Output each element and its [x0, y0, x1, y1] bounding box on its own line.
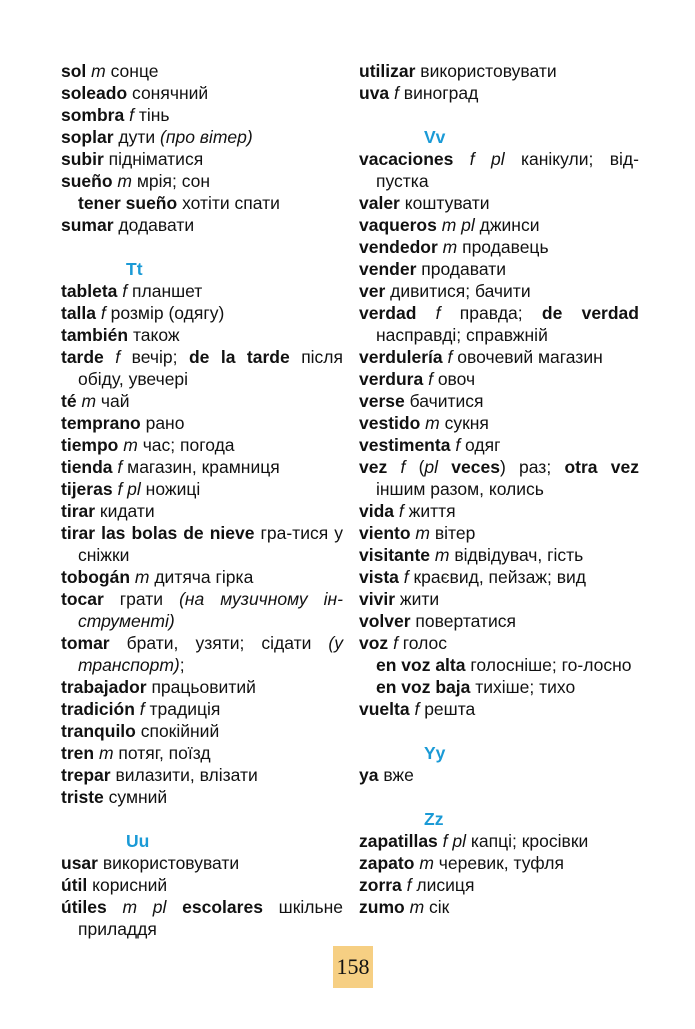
dictionary-entry — [61, 632, 343, 676]
translation-text: ; — [179, 655, 185, 675]
headword: en voz baja — [376, 677, 471, 697]
translation-text — [387, 457, 400, 477]
headword: tranquilo — [61, 721, 136, 741]
grammar-label: m — [98, 743, 114, 763]
translation-text: сік — [424, 897, 450, 917]
translation-text — [104, 347, 115, 367]
grammar-label: f pl — [442, 831, 467, 851]
section-spacer — [61, 808, 343, 830]
headword: zorra — [359, 875, 402, 895]
translation-text: розмір (одягу) — [105, 303, 225, 323]
grammar-label: (про вітер) — [160, 127, 253, 147]
grammar-label: f — [100, 303, 106, 323]
dictionary-entry — [359, 500, 639, 522]
grammar-label: m — [425, 413, 440, 433]
grammar-label: m — [123, 435, 138, 455]
translation-text: овочевий магазин — [452, 347, 603, 367]
translation-text: гра-тися у сніжки — [78, 523, 343, 565]
grammar-label: f — [139, 699, 145, 719]
dictionary-column-left — [61, 60, 343, 940]
translation-text: вже — [378, 765, 414, 785]
grammar-label: m — [134, 567, 150, 587]
dictionary-entry — [61, 280, 343, 302]
translation-text: продавець — [457, 237, 549, 257]
dictionary-entry — [61, 588, 343, 632]
translation-text: потяг, поїзд — [113, 743, 211, 763]
grammar-label: f — [117, 457, 123, 477]
dictionary-entry — [359, 588, 639, 610]
dictionary-entry — [359, 764, 639, 786]
translation-text: грати — [103, 589, 180, 609]
headword: tomar — [61, 633, 110, 653]
dictionary-entry — [61, 302, 343, 324]
translation-text: одяг — [460, 435, 501, 455]
grammar-label: f — [398, 501, 404, 521]
translation-text: використовувати — [415, 61, 557, 81]
headword: visitante — [359, 545, 430, 565]
translation-text: після обіду, увечері — [78, 347, 343, 389]
grammar-label: f — [406, 875, 412, 895]
dictionary-entry — [61, 786, 343, 808]
translation-text: магазин, крамниця — [122, 457, 280, 477]
dictionary-entry — [359, 390, 639, 412]
headword: verdad — [359, 303, 417, 323]
dictionary-entry — [61, 566, 343, 588]
grammar-label: (на музичному ін-струменті) — [78, 589, 343, 631]
dictionary-entry — [61, 852, 343, 874]
grammar-label: f — [403, 567, 409, 587]
headword: voz — [359, 633, 389, 653]
translation-text: традиція — [144, 699, 221, 719]
grammar-label: f — [393, 633, 398, 653]
translation-text — [107, 897, 123, 917]
headword: sol — [61, 61, 87, 81]
headword: vestimenta — [359, 435, 451, 455]
dictionary-entry — [359, 434, 639, 456]
translation-text: правда; — [440, 303, 542, 323]
dictionary-entry — [61, 104, 343, 126]
translation-text: кидати — [95, 501, 155, 521]
headword: vez — [359, 457, 388, 477]
translation-text: відвідувач, гість — [449, 545, 584, 565]
headword: vender — [359, 259, 417, 279]
dictionary-entry — [359, 368, 639, 390]
dictionary-entry — [61, 60, 343, 82]
dictionary-entry — [61, 698, 343, 720]
translation-text: голосніше; го-лосно — [465, 655, 632, 675]
translation-text: вечір; — [120, 347, 189, 367]
section-spacer — [61, 236, 343, 258]
headword: vivir — [359, 589, 395, 609]
dictionary-entry — [61, 434, 343, 456]
dictionary-subentry — [61, 192, 343, 214]
grammar-label: f — [394, 83, 399, 103]
dictionary-entry — [359, 522, 639, 544]
dictionary-entry — [61, 764, 343, 786]
grammar-label: m — [117, 171, 132, 191]
headword: tableta — [61, 281, 118, 301]
grammar-label: m — [419, 853, 434, 873]
translation-text: сонячний — [127, 83, 209, 103]
headword: ya — [359, 765, 379, 785]
translation-text: дути — [113, 127, 161, 147]
grammar-label: (у транспорт) — [78, 633, 343, 675]
headword: en voz alta — [376, 655, 466, 675]
translation-text: час; погода — [137, 435, 235, 455]
dictionary-entry — [61, 676, 343, 698]
translation-text: виноград — [398, 83, 479, 103]
translation-text: іншим разом, колись — [376, 479, 544, 499]
headword: útil — [61, 875, 88, 895]
section-spacer — [359, 720, 639, 742]
grammar-label: f — [122, 281, 128, 301]
headword: de verdad — [541, 303, 639, 323]
dictionary-entry — [359, 544, 639, 566]
headword: zumo — [359, 897, 405, 917]
dictionary-entry — [359, 412, 639, 434]
dictionary-entry — [359, 896, 639, 918]
letter-heading: Yy — [424, 743, 446, 763]
translation-text: повертатися — [410, 611, 516, 631]
headword: otra vez — [564, 457, 639, 477]
translation-text: голос — [397, 633, 448, 653]
headword: zapato — [359, 853, 415, 873]
translation-text: сукня — [439, 413, 489, 433]
dictionary-column-right — [359, 60, 639, 918]
headword: verse — [359, 391, 405, 411]
headword: escolares — [182, 897, 263, 917]
grammar-label: f pl — [117, 479, 141, 499]
headword: valer — [359, 193, 400, 213]
headword: vuelta — [359, 699, 410, 719]
headword: ver — [359, 281, 386, 301]
headword: tener sueño — [78, 193, 178, 213]
grammar-label: m pl — [441, 215, 475, 235]
dictionary-entry — [359, 236, 639, 258]
dictionary-entry — [61, 390, 343, 412]
translation-text: жити — [395, 589, 440, 609]
translation-text: сумний — [103, 787, 168, 807]
dictionary-entry — [359, 830, 639, 852]
dictionary-entry — [61, 346, 343, 390]
dictionary-entry — [359, 148, 639, 192]
translation-text: насправді; справжній — [376, 325, 548, 345]
dictionary-entry — [61, 522, 343, 566]
section-spacer — [359, 786, 639, 808]
grammar-label: f — [447, 347, 453, 367]
headword: tienda — [61, 457, 113, 477]
grammar-label: f — [455, 435, 461, 455]
translation-text: овоч — [432, 369, 476, 389]
translation-text: бачитися — [404, 391, 484, 411]
dictionary-entry — [61, 478, 343, 500]
translation-text — [438, 457, 451, 477]
headword: trepar — [61, 765, 111, 785]
translation-text: джинси — [474, 215, 540, 235]
headword: tobogán — [61, 567, 131, 587]
page-number: 158 — [333, 946, 373, 988]
translation-text: ножиці — [140, 479, 201, 499]
grammar-label: m pl — [122, 897, 167, 917]
translation-text: коштувати — [399, 193, 490, 213]
dictionary-entry — [359, 874, 639, 896]
grammar-label: f — [115, 347, 121, 367]
headword: vendedor — [359, 237, 438, 257]
translation-text: підніматися — [103, 149, 204, 169]
grammar-label: m — [81, 391, 97, 411]
translation-text: спокійний — [135, 721, 220, 741]
dictionary-subentry — [359, 676, 639, 698]
headword: tarde — [61, 347, 104, 367]
translation-text: додавати — [113, 215, 195, 235]
translation-text: вітер — [430, 523, 476, 543]
translation-text: працьовитий — [146, 677, 256, 697]
headword: talla — [61, 303, 97, 323]
dictionary-entry — [61, 742, 343, 764]
headword: utilizar — [359, 61, 416, 81]
headword: de la tarde — [188, 347, 290, 367]
grammar-label: m — [409, 897, 425, 917]
translation-text: шкільне приладдя — [78, 897, 343, 939]
section-spacer — [359, 104, 639, 126]
headword: vaqueros — [359, 215, 437, 235]
translation-text: капці; кросівки — [466, 831, 589, 851]
translation-text: ( — [405, 457, 425, 477]
translation-text: чай — [96, 391, 130, 411]
dictionary-entry — [359, 632, 639, 654]
dictionary-entry — [61, 456, 343, 478]
headword: verdulería — [359, 347, 443, 367]
dictionary-entry — [61, 214, 343, 236]
dictionary-subentry — [359, 654, 639, 676]
dictionary-entry — [61, 500, 343, 522]
headword: vida — [359, 501, 395, 521]
dictionary-entry — [359, 698, 639, 720]
translation-text: тихіше; тихо — [470, 677, 576, 697]
dictionary-entry — [359, 60, 639, 82]
translation-text: краєвид, пейзаж; вид — [408, 567, 587, 587]
dictionary-entry — [61, 170, 343, 192]
letter-heading: Vv — [424, 127, 446, 147]
translation-text — [416, 303, 435, 323]
dictionary-entry — [61, 126, 343, 148]
translation-text: черевик, туфля — [433, 853, 564, 873]
headword: vacaciones — [359, 149, 454, 169]
dictionary-entry — [61, 896, 343, 940]
grammar-label: f — [435, 303, 441, 323]
translation-text: ) раз; — [499, 457, 565, 477]
translation-text: корисний — [87, 875, 168, 895]
dictionary-entry — [359, 456, 639, 500]
dictionary-entry — [359, 214, 639, 236]
headword: sombra — [61, 105, 125, 125]
headword: triste — [61, 787, 104, 807]
headword: veces — [451, 457, 500, 477]
translation-text: сонце — [105, 61, 159, 81]
dictionary-entry — [359, 852, 639, 874]
headword: volver — [359, 611, 411, 631]
headword: temprano — [61, 413, 141, 433]
headword: vista — [359, 567, 399, 587]
dictionary-entry — [61, 412, 343, 434]
dictionary-entry — [359, 566, 639, 588]
translation-text: продавати — [416, 259, 506, 279]
headword: soleado — [61, 83, 128, 103]
headword: tradición — [61, 699, 135, 719]
headword: té — [61, 391, 77, 411]
dictionary-entry — [359, 82, 639, 104]
headword: sueño — [61, 171, 113, 191]
headword: trabajador — [61, 677, 147, 697]
translation-text: хотіти спати — [177, 193, 280, 213]
headword: verdura — [359, 369, 424, 389]
translation-text: також — [128, 325, 180, 345]
grammar-label: pl — [424, 457, 439, 477]
translation-text: планшет — [127, 281, 203, 301]
translation-text: тінь — [133, 105, 170, 125]
dictionary-entry — [61, 82, 343, 104]
letter-heading: Uu — [126, 831, 150, 851]
headword: tirar — [61, 501, 96, 521]
headword: vestido — [359, 413, 421, 433]
headword: viento — [359, 523, 411, 543]
translation-text: канікули; від-пустка — [376, 149, 639, 191]
dictionary-entry — [61, 720, 343, 742]
headword: útiles — [61, 897, 107, 917]
grammar-label: f pl — [469, 149, 505, 169]
letter-heading: Tt — [126, 259, 143, 279]
dictionary-entry — [359, 280, 639, 302]
translation-text: використовувати — [97, 853, 240, 873]
headword: zapatillas — [359, 831, 438, 851]
headword: soplar — [61, 127, 114, 147]
grammar-label: f — [428, 369, 433, 389]
translation-text: мрія; сон — [132, 171, 211, 191]
headword: también — [61, 325, 129, 345]
headword: usar — [61, 853, 98, 873]
translation-text: решта — [419, 699, 476, 719]
dictionary-entry — [359, 346, 639, 368]
headword: tiempo — [61, 435, 119, 455]
grammar-label: m — [91, 61, 106, 81]
translation-text: дивитися; бачити — [385, 281, 531, 301]
dictionary-entry — [359, 258, 639, 280]
dictionary-entry — [359, 610, 639, 632]
headword: uva — [359, 83, 390, 103]
translation-text: рано — [140, 413, 185, 433]
grammar-label: m — [434, 545, 450, 565]
headword: tirar las bolas de nieve — [61, 523, 255, 543]
translation-text: лисиця — [411, 875, 475, 895]
headword: tijeras — [61, 479, 113, 499]
translation-text: вилазити, влізати — [110, 765, 258, 785]
dictionary-entry — [359, 302, 639, 346]
grammar-label: f — [129, 105, 134, 125]
translation-text: брати, узяти; сідати — [109, 633, 329, 653]
grammar-label: m — [442, 237, 458, 257]
translation-text: життя — [403, 501, 456, 521]
translation-text: дитяча гірка — [149, 567, 254, 587]
grammar-label: f — [414, 699, 420, 719]
translation-text — [453, 149, 469, 169]
letter-heading: Zz — [424, 809, 444, 829]
dictionary-entry — [61, 324, 343, 346]
translation-text — [166, 897, 182, 917]
headword: sumar — [61, 215, 114, 235]
dictionary-entry — [359, 192, 639, 214]
grammar-label: f — [400, 457, 406, 477]
dictionary-entry — [61, 148, 343, 170]
headword: subir — [61, 149, 104, 169]
grammar-label: m — [415, 523, 430, 543]
headword: tocar — [61, 589, 104, 609]
dictionary-entry — [61, 874, 343, 896]
headword: tren — [61, 743, 95, 763]
